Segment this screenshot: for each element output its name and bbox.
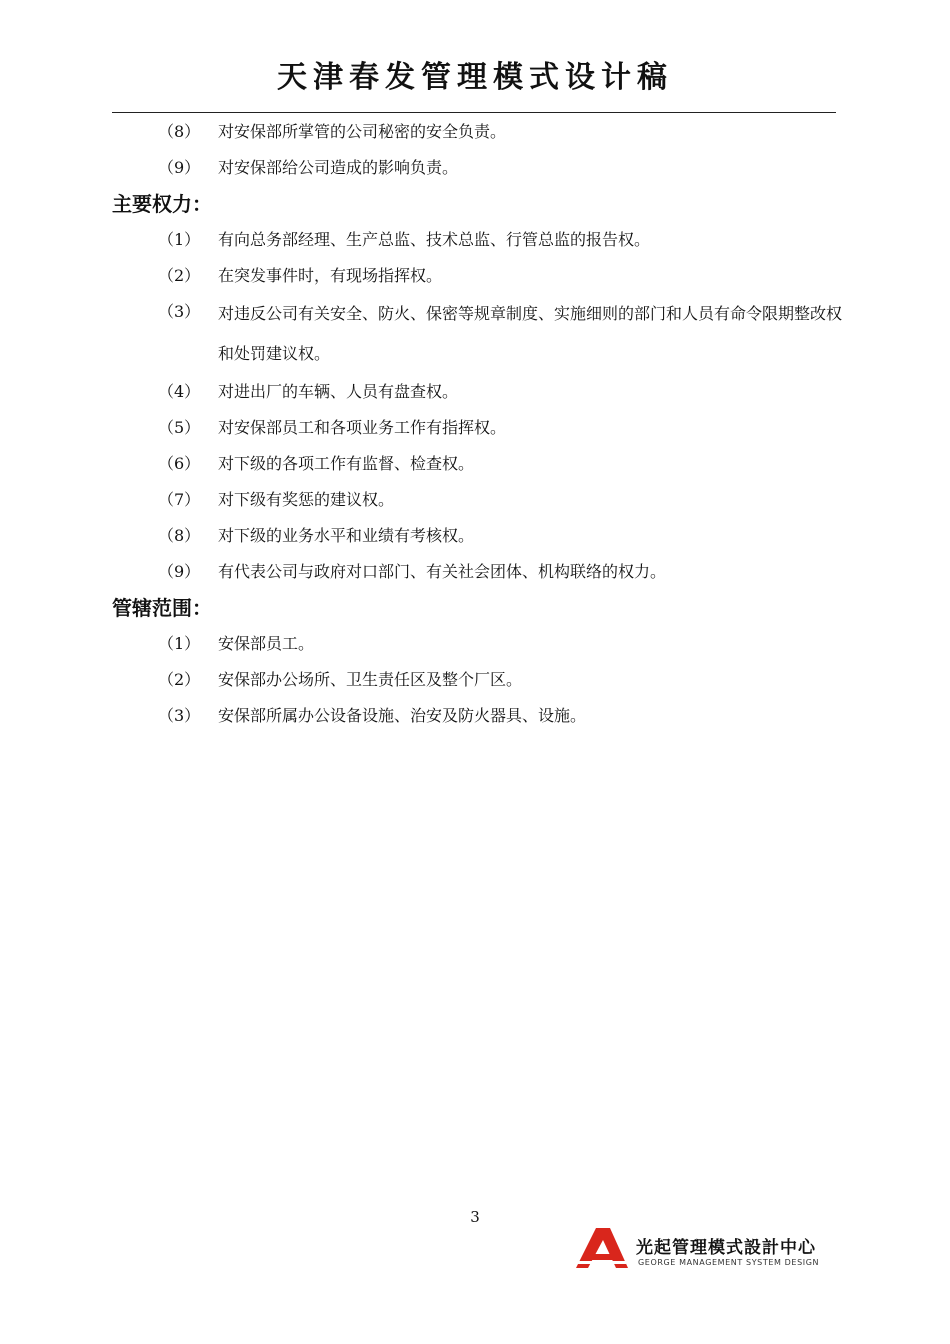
page-number: 3	[470, 1208, 480, 1226]
logo-english-name: GEORGE MANAGEMENT SYSTEM DESIGN	[638, 1258, 820, 1267]
page-header-title: 天津春发管理模式设计稿	[277, 60, 673, 95]
list-item	[112, 374, 842, 410]
list-item	[112, 662, 842, 698]
item-text: 对安保部员工和各项业务工作有指挥权。	[218, 418, 507, 437]
list-item	[112, 258, 842, 294]
item-number: （2）	[158, 670, 201, 689]
item-number: （8）	[158, 122, 201, 141]
item-text: 对下级有奖惩的建议权。	[218, 490, 395, 509]
item-text: 安保部所属办公设备设施、治安及防火器具、设施。	[218, 706, 587, 725]
list-item	[112, 518, 842, 554]
item-number: （4）	[158, 382, 201, 401]
list-item	[112, 150, 842, 186]
section-heading-scope: 管辖范围：	[112, 596, 212, 620]
item-number: （9）	[158, 562, 201, 581]
item-text: 对安保部给公司造成的影响负责。	[218, 158, 459, 177]
list-item	[112, 446, 842, 482]
item-text: 对违反公司有关安全、防火、保密等规章制度、实施细则的部门和人员有命令限期整改权和处罚建议权。	[218, 304, 843, 363]
section-heading-powers: 主要权力：	[112, 192, 212, 216]
logo-chinese-name: 光起管理模式設計中心	[636, 1238, 816, 1258]
item-number: （2）	[158, 266, 201, 285]
list-item	[112, 114, 842, 150]
list-item	[112, 294, 842, 374]
item-text: 安保部办公场所、卫生责任区及整个厂区。	[218, 670, 523, 689]
list-item	[112, 626, 842, 662]
item-text: 对下级的业务水平和业绩有考核权。	[218, 526, 475, 545]
item-number: （8）	[158, 526, 201, 545]
item-text: 对下级的各项工作有监督、检查权。	[218, 454, 475, 473]
logo-a-icon	[576, 1228, 628, 1268]
item-text: 对安保部所掌管的公司秘密的安全负责。	[218, 122, 507, 141]
item-text: 有向总务部经理、生产总监、技术总监、行管总监的报告权。	[218, 230, 651, 249]
list-item	[112, 554, 842, 590]
document-body	[112, 114, 842, 734]
item-number: （7）	[158, 490, 201, 509]
item-text: 对进出厂的车辆、人员有盘查权。	[218, 382, 459, 401]
item-number: （3）	[158, 706, 201, 725]
list-item	[112, 698, 842, 734]
item-number: （5）	[158, 418, 201, 437]
item-number: （1）	[158, 634, 201, 653]
list-item	[112, 222, 842, 258]
header-divider	[112, 112, 836, 113]
item-text: 有代表公司与政府对口部门、有关社会团体、机构联络的权力。	[218, 562, 667, 581]
item-text: 在突发事件时，有现场指挥权。	[218, 266, 443, 285]
item-number: （9）	[158, 158, 201, 177]
item-number: （1）	[158, 230, 201, 249]
item-number: （6）	[158, 454, 201, 473]
item-number: （3）	[158, 302, 201, 321]
item-text: 安保部员工。	[218, 634, 315, 653]
list-item	[112, 410, 842, 446]
company-logo	[572, 1228, 842, 1272]
list-item	[112, 482, 842, 518]
